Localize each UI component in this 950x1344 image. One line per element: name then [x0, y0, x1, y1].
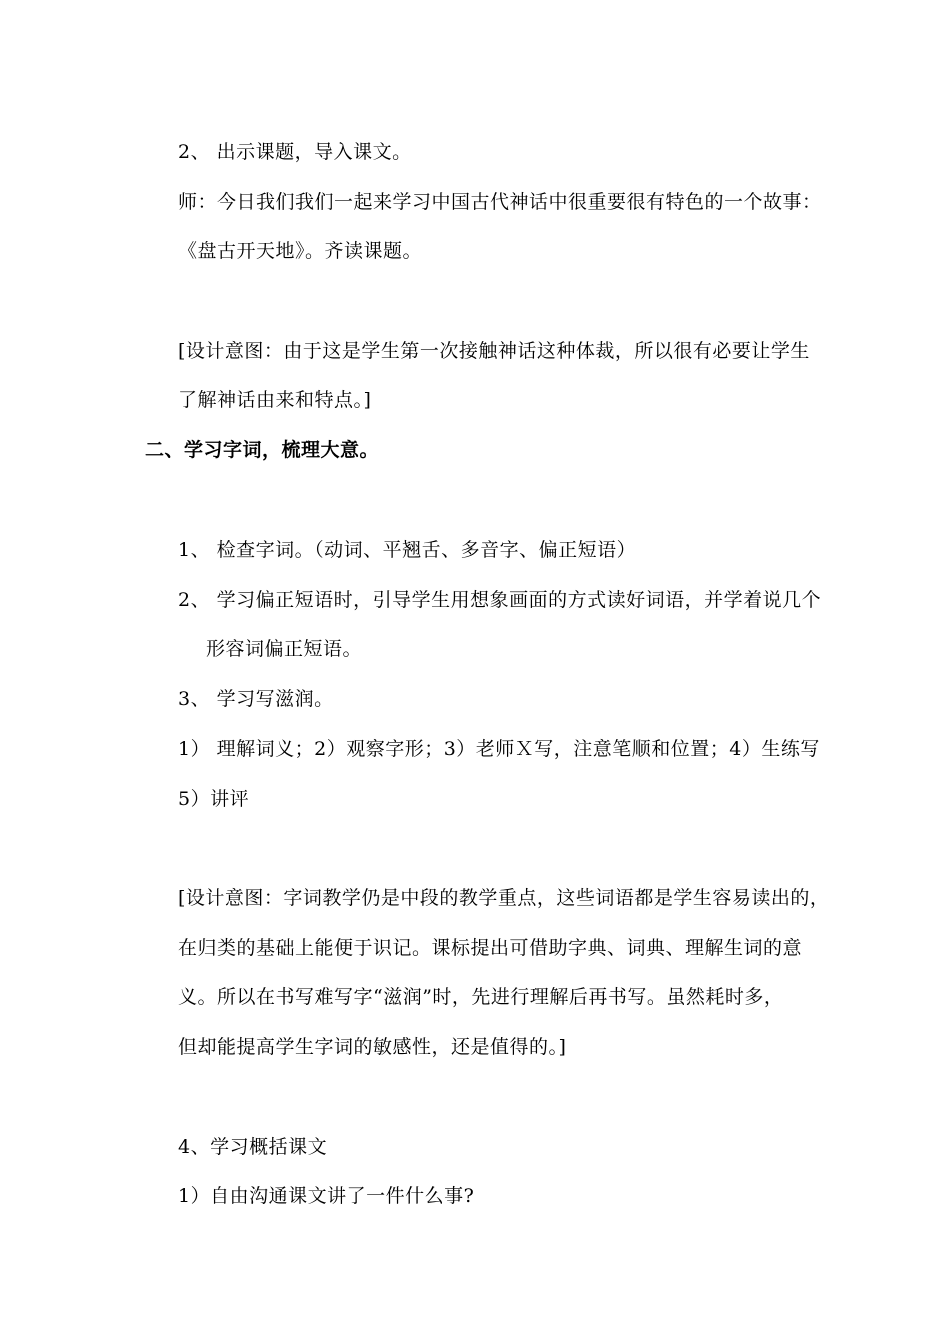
design-intent-2-line-2: 在归类的基础上能便于识记。课标提出可借助字典、词典、理解生词的意	[178, 937, 803, 959]
item-1-check-words: 1、 检查字词。（动词、平翘舌、多音字、偏正短语）	[178, 539, 637, 561]
design-intent-2-line-1: [设计意图：字词教学仍是中段的教学重点，这些词语都是学生容易读出的，	[178, 887, 830, 909]
design-intent-2-line-3: 义。所以在书写难写字“滋润”时，先进行理解后再书写。虽然耗时多，	[178, 986, 784, 1008]
item-3-write: 3、 学习写滋润。	[178, 688, 334, 710]
steps-line-2: 5）讲评	[178, 788, 250, 810]
design-intent-2-line-4: 但却能提高学生字词的敏感性，还是值得的。]	[178, 1036, 567, 1058]
design-intent-1-line-2: 了解神话由来和特点。]	[178, 389, 372, 411]
teacher-line-2: 《盘古开天地》。齐读课题。	[178, 240, 423, 262]
item-4-sub-1: 1）自由沟通课文讲了一件什么事?	[178, 1185, 475, 1207]
item-2-phrases-line-2: 形容词偏正短语。	[206, 638, 363, 660]
item-2-title-intro: 2、 出示课题，导入课文。	[178, 141, 412, 163]
item-4-summarize: 4、学习概括课文	[178, 1136, 328, 1158]
design-intent-1-line-1: [设计意图：由于这是学生第一次接触神话这种体裁，所以很有必要让学生	[178, 340, 810, 362]
teacher-line-1: 师：今日我们我们一起来学习中国古代神话中很重要很有特色的一个故事：	[178, 191, 822, 213]
steps-line-1: 1） 理解词义；2）观察字形；3）老师Ｘ写，注意笔顺和位置；4）生练写	[178, 738, 820, 760]
section-heading-2: 二、学习字词，梳理大意。	[145, 439, 380, 461]
item-2-phrases-line-1: 2、 学习偏正短语时，引导学生用想象画面的方式读好词语，并学着说几个	[178, 589, 822, 611]
